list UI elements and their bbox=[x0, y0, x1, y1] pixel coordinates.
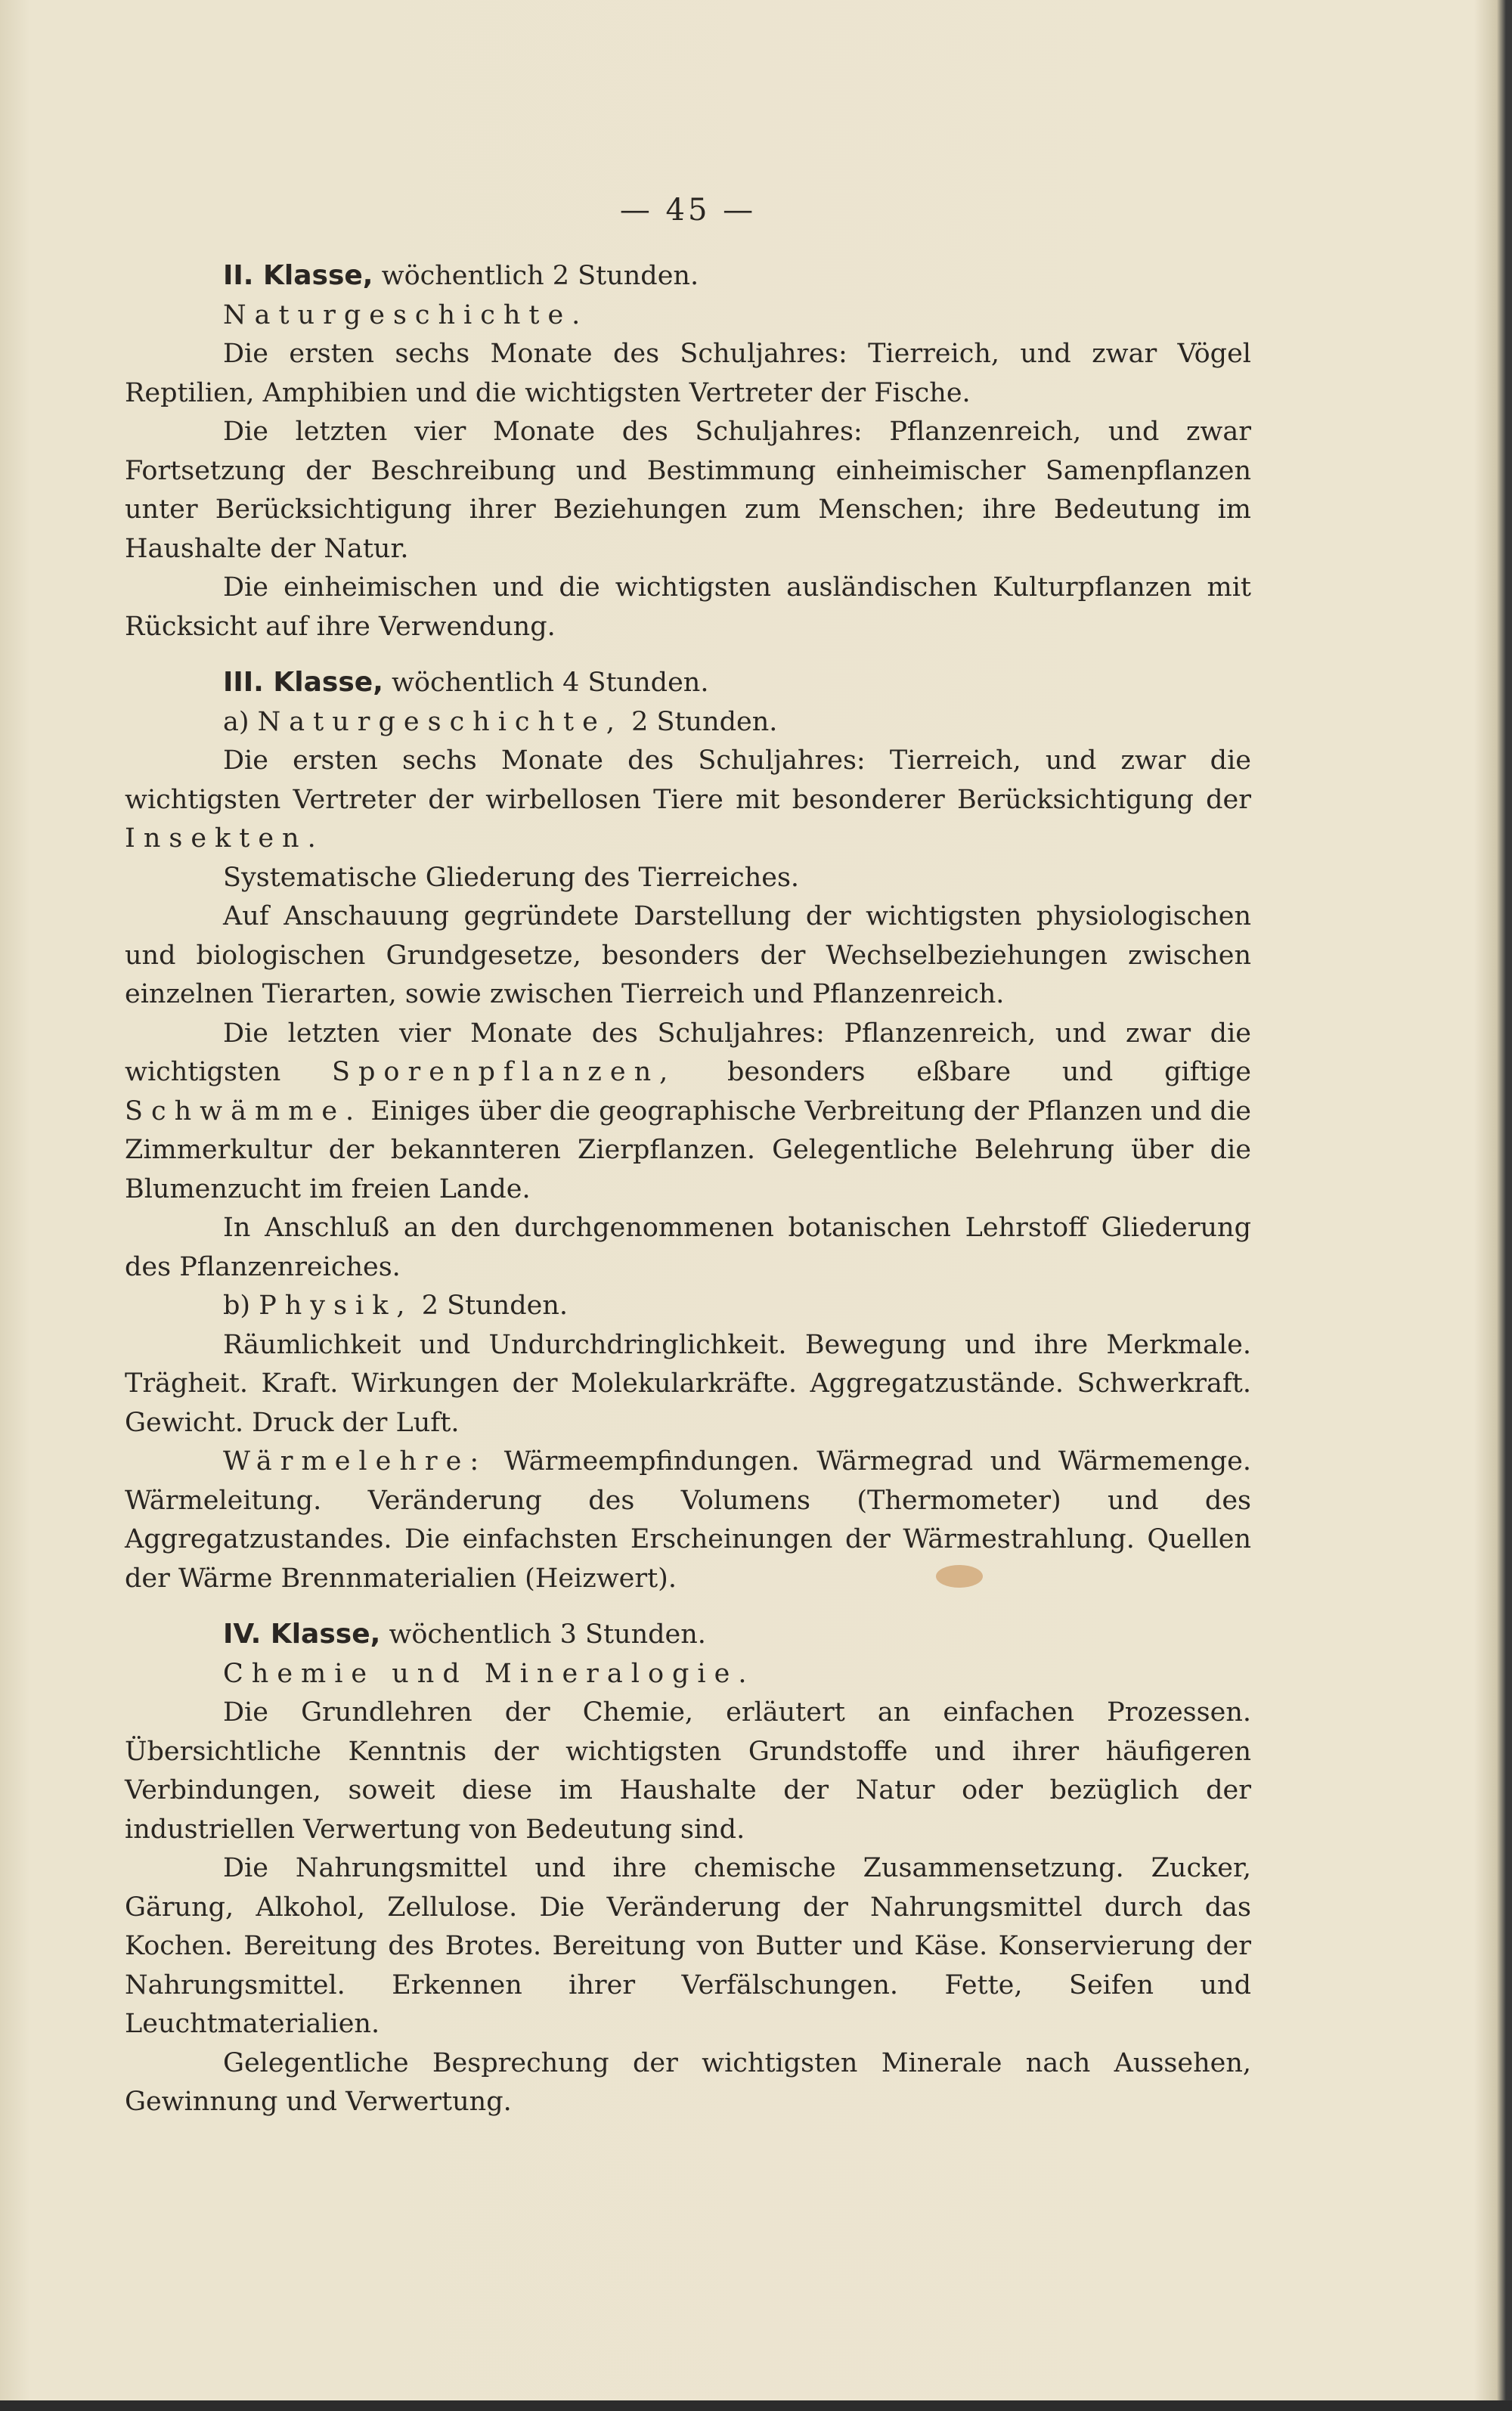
class3-p1-text: Die ersten sechs Monate des Schuljahres: Tierreich, und zwar die wichtigsten Vertreter der wirbellosen Tiere mit besonderer Berücksichtigung der bbox=[125, 745, 1251, 815]
class3-paragraph-6: Räumlichkeit und Undurchdringlichkeit. Bewegung und ihre Merkmale. Trägheit. Kraft. Wirkungen der Molekularkräfte. Aggregatzustände. Schwerkraft. Gewicht. Druck der Luft. bbox=[125, 1329, 1251, 1438]
class2-heading-label: II. Klasse, bbox=[223, 260, 373, 291]
class2-subject: Naturgeschichte. bbox=[223, 299, 589, 330]
sub-b-hours: 2 Stunden. bbox=[421, 1291, 569, 1321]
page-bottom-edge bbox=[0, 2400, 1512, 2411]
class3-paragraph-3: Auf Anschauung gegründete Darstellung der wichtigsten physiologischen und biologischen Grundgesetze, besonders der Wechselbeziehungen zwischen einzelnen Tierarten, sowie zwischen Tierreich und Pflanzenreich. bbox=[125, 901, 1251, 1009]
class4-heading-label: IV. Klasse, bbox=[223, 1619, 381, 1650]
class3-p4-b: besonders eßbare und giftige bbox=[727, 1057, 1251, 1087]
class4-paragraph-2: Die Nahrungsmittel und ihre chemische Zusammensetzung. Zucker, Gärung, Alkohol, Zellulose. Die Veränderung der Nahrungsmittel durch das Kochen. Bereitung des Brotes. Bereitung von Butter und Käse. Konservierung der Nahrungsmittel. Erkennen ihrer Verfälschungen. Fette, Seifen und Leuchtmaterialien. bbox=[125, 1853, 1251, 2039]
sub-a-prefix: a) bbox=[223, 706, 249, 737]
class2-heading-hours: wöchentlich 2 Stunden. bbox=[381, 261, 699, 291]
class4-heading-hours: wöchentlich 3 Stunden. bbox=[389, 1619, 706, 1650]
class2-heading bbox=[125, 256, 1251, 296]
class3-subsection-a bbox=[125, 703, 1251, 742]
class3-paragraph-2: Systematische Gliederung des Tierreiches. bbox=[223, 862, 800, 893]
class2-paragraph-2: Die letzten vier Monate des Schuljahres: Pflanzenreich, und zwar Fortsetzung der Beschreibung und Bestimmung einheimischer Samenpflanzen unter Berücksichtigung ihrer Beziehungen zum Menschen; ihre Bedeutung im Haushalte der Natur. bbox=[125, 417, 1251, 564]
class3-paragraph-1 bbox=[125, 742, 1251, 859]
sub-b-prefix: b) bbox=[223, 1291, 251, 1321]
class3-p7-spaced: Wärmelehre: bbox=[223, 1446, 488, 1477]
class3-heading-label: III. Klasse, bbox=[223, 667, 383, 698]
class2-paragraph-1: Die ersten sechs Monate des Schuljahres: Tierreich, und zwar Vögel Reptilien, Amphibien und die wichtigsten Vertreter der Fische. bbox=[125, 339, 1251, 408]
document-content bbox=[125, 193, 1251, 2122]
class4-paragraph-3: Gelegentliche Besprechung der wichtigsten Minerale nach Aussehen, Gewinnung und Verwertung. bbox=[125, 2047, 1251, 2117]
class3-p7-rest: Wärmeempfindungen. Wärmegrad und Wärmemenge. Wärmeleitung. Veränderung des Volumens (Thermometer) und des Aggregatzustandes. Die einfachsten Erscheinungen der Wärmestrahlung. Quellen der Wärme Brennmaterialien (Heizwert). bbox=[125, 1446, 1251, 1594]
class3-p4-spaced-2: Schwämme. bbox=[125, 1095, 363, 1126]
paper-stain bbox=[936, 1565, 983, 1588]
sub-b-subject: Physik, bbox=[259, 1291, 414, 1321]
page-number: — 45 — bbox=[619, 193, 757, 228]
class3-paragraph-5: In Anschluß an den durchgenommenen botanischen Lehrstoff Gliederung des Pflanzenreiches. bbox=[125, 1213, 1251, 1282]
class4-subject: Chemie und Mineralogie. bbox=[223, 1658, 755, 1689]
sub-a-hours: 2 Stunden. bbox=[631, 706, 778, 737]
class4-paragraph-1: Die Grundlehren der Chemie, erläutert an einfachen Prozessen. Übersichtliche Kenntnis der wichtigsten Grundstoffe und ihrer häufigeren Verbindungen, soweit diese im Haushalte der Natur oder bezüglich der industriellen Verwertung von Bedeutung sind. bbox=[125, 1697, 1251, 1845]
class3-heading bbox=[125, 663, 1251, 703]
class3-p4-c: Einiges über die geographische Verbreitung der Pflanzen und die Zimmerkultur der bekannteren Zierpflanzen. Gelegentliche Belehrung über die Blumenzucht im freien Lande. bbox=[125, 1095, 1251, 1204]
class3-paragraph-4 bbox=[125, 1015, 1251, 1210]
class3-p4-spaced-1: Sporenpflanzen, bbox=[332, 1057, 677, 1087]
class3-heading-hours: wöchentlich 4 Stunden. bbox=[392, 668, 709, 698]
sub-a-subject: Naturgeschichte, bbox=[257, 706, 623, 737]
class3-paragraph-7 bbox=[125, 1443, 1251, 1598]
class3-subsection-b bbox=[125, 1287, 1251, 1326]
class3-p1-spaced: Insekten. bbox=[125, 823, 324, 854]
class2-paragraph-3: Die einheimischen und die wichtigsten ausländischen Kulturpflanzen mit Rücksicht auf ihre Verwendung. bbox=[125, 572, 1251, 642]
class3-p4-a: Die letzten vier Monate des Schuljahres: Pflanzenreich, und zwar die wichtigsten bbox=[125, 1018, 1251, 1087]
class4-heading bbox=[125, 1615, 1251, 1655]
